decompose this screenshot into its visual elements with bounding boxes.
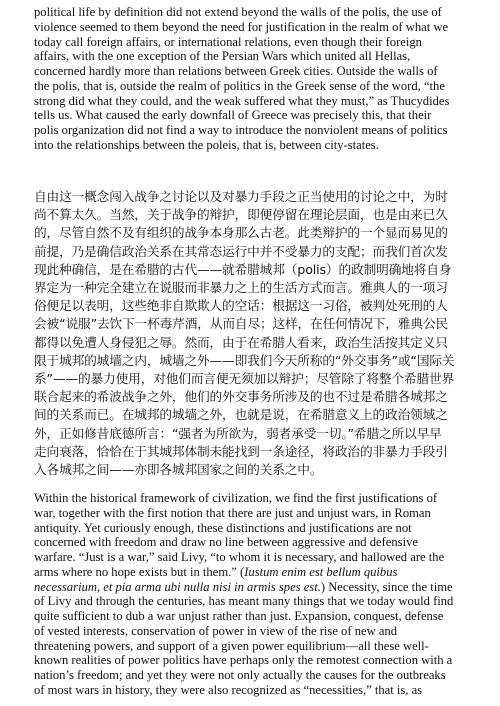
document-page [34,0,466,706]
latin-quote: necessarium, et pia arma ubi nulla nisi in armis spes est. [34,579,321,594]
text-line: of Livy and through the centuries, has meant many things that we today would find [34,594,454,609]
text-run: ) Necessity, since the time [320,579,453,594]
text-line: 现此种确信，是在希腊的古代——就希腊城邦（polis）的政制明确地将自身 [34,261,452,277]
text-line: polis organization did not find a way to introduce the nonviolent means of politics [34,123,448,137]
text-line: threatening powers, and support of a given power equilibrium—all these well- [34,638,429,653]
paragraph-english-roman-antiquity [34,491,453,698]
text-line: 会被“说服”去饮下一杯毒芹酒，从而自尽；这样，在任何情况下，雅典公民 [34,316,449,332]
text-line: 的，尽管自然不及有组织的战争本身那么古老。此类辩护的一个显而易见的 [34,225,448,241]
text-line: affairs, with the one exception of the Persian Wars which united all Hellas, [34,49,411,64]
text-line: 限于城邦的城墙之内，城墙之外——即我们今天所称的“外交事务”或“国际关 [34,352,455,368]
text-line: 都得以免遭人身侵犯之辱。然而，由于在希腊人看来，政治生活按其定义只 [34,334,448,350]
text-line: concerned hardly more than relations between Greek cities. Outside the walls of [34,64,438,78]
text-line: concerned with freedom and draw no line between aggressive and defensive [34,535,418,550]
text-line: violence seemed to them beyond the need for justification in the realm of what we [34,19,449,34]
text-line: 联合起来的希波战争之外，他们的外交事务所涉及的也不过是希腊各城邦之 [34,389,448,405]
text-line [34,580,453,595]
text-run: ( [236,564,245,579]
text-line: 自由这一概念闯入战争之讨论以及对暴力手段之正当使用的讨论之中，为时 [34,189,448,204]
text-line: 系”——的暴力使用，对他们而言便无须加以辩护；尽管除了将整个希腊世界 [34,371,455,387]
text-line: 走向衰落，恰恰在于其城邦体制未能找到一条途径，将政治的非暴力手段引 [34,443,448,459]
text-line: Within the historical framework of civilization, we find the first justifications of [34,491,438,505]
text-line: known realities of power politics have perhaps only the remotest connection with a [34,653,453,668]
text-run: arms where no hope exists but in them.” [34,564,237,579]
text-line: 入各城邦之间——亦即各城邦国家之间的关系之中。 [34,462,323,478]
latin-quote: Iustum enim est bellum quibus [244,564,398,579]
text-line: warfare. “Just is a war,” said Livy, “to whom it is necessary, and hallowed are the [34,550,445,564]
text-line: 间的关系而已。在城邦的城墙之外，也就是说，在希腊意义上的政治领域之 [34,407,448,423]
text-line: 俗便足以表明，这些绝非自欺欺人的空话：根据这一习俗，被判处死刑的人 [34,298,448,314]
text-line: strong did what they could, and the weak suffered what they must,” as Thucydides [34,93,450,108]
text-line: antiquity. Yet curiously enough, these distinctions and justifications are not [34,520,412,535]
paragraph-chinese-translation [34,188,454,479]
text-line: 尚不算太久。当然，关于战争的辩护，即便停留在理论层面，也是由来已久 [34,207,448,223]
text-line: 外，正如修昔底德所言：“强者为所欲为，弱者承受一切。”希腊之所以早早 [34,425,442,441]
text-line: into the relationships between the poleis, that is, between city-states. [34,137,379,152]
text-line: tells us. What caused the early downfall of Greece was precisely this, that their [34,108,432,123]
text-line: 前提，乃是确信政治关系在其常态运行中并不受暴力的支配；而我们首次发 [34,243,448,259]
text-line: the polis, that is, outside the realm of politics in the Greek sense of the word, “the [34,78,445,93]
text-line: of vested interests, conservation of power in view of the rise of new and [34,623,398,638]
text-line: 界定为一种完全建立在说服而非暴力之上的生活方式而言。雅典人的一项习 [34,280,448,296]
paragraph-english-greek-polis [34,5,449,153]
text-line: of most wars in history, they were also recognized as “necessities,” that is, as [34,682,423,697]
text-line: quite sufficient to dub a war unjust rather than just. Expansion, conquest, defense [34,609,444,623]
text-line: war, together with the first notion that there are just and unjust wars, in Roman [34,505,431,520]
text-line: today call foreign affairs, or international relations, even though their foreign [34,34,422,49]
text-line: political life by definition did not extend beyond the walls of the polis, the use of [34,5,442,19]
text-line: nation’s freedom; and yet they were not only actually the causes for the outbreaks [34,668,446,682]
text-line [34,565,453,580]
